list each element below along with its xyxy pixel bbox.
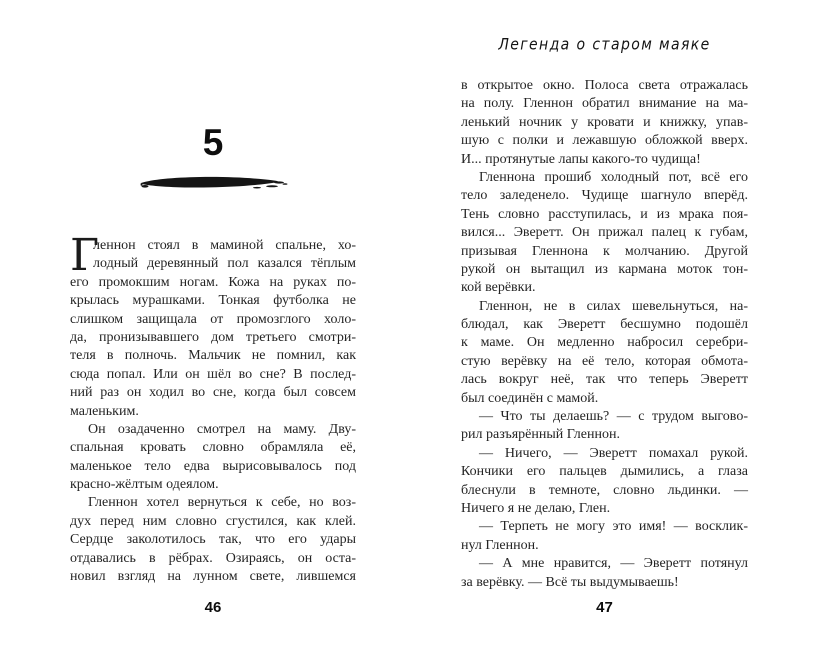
text-line: — А мне нравится, — Эверетт потянул (479, 556, 748, 572)
text-line: блеснули в темноте, словно льдинки. — (461, 482, 748, 498)
text-line: Гленнона прошиб холодный пот, всё его (479, 169, 748, 185)
text-line: Ничего я не делаю, Глен. (461, 500, 611, 516)
text-line: ний раз он ходил во сне, когда был совсем (70, 385, 356, 401)
text-line: вился... Эверетт. Он прижал палец к губам, (461, 225, 748, 241)
text-line: спальная кровать словно обрамляла её, (70, 440, 356, 456)
text-line: нул Гленнон. (461, 537, 539, 553)
text-line: стую верёвку на её тело, которая обмота- (461, 353, 748, 369)
text-line: шую с полки и лежавшую обложкой вверх. (461, 133, 748, 149)
text-line: дух перед ним словно сгустился, как клей. (70, 513, 356, 529)
text-line: на полу. Гленнон обратил внимание на ма- (461, 96, 748, 112)
text-line: лодный деревянный пол казался тёплым (93, 256, 356, 272)
text-line: рукой он вытащил из кармана моток тон- (461, 261, 748, 277)
text-line: Он озадаченно смотрел на маму. Дву- (88, 421, 356, 437)
text-line: блюдал, как Эверетт бесшумно подошёл (461, 317, 748, 333)
left-page-text (70, 230, 356, 586)
text-line: Сердце заколотилось так, что его удары (70, 532, 356, 548)
text-line: новил взгляд на лунном свете, лившемся (70, 569, 356, 585)
text-line: да, пронизывавшего дом третьего смотри- (70, 329, 356, 345)
text-line: его промокшим ногам. Кожа на руках по- (70, 274, 356, 290)
text-line: Гленнон хотел вернуться к себе, но воз- (88, 495, 356, 511)
text-line: — Что ты делаешь? — с трудом выгово- (479, 409, 748, 425)
text-line: теля в полночь. Мальчик не помнил, как (70, 348, 356, 364)
text-line: слишком защищала от промозглого холо- (70, 311, 356, 327)
text-line: маленьким. (70, 403, 139, 419)
text-line: И... протянутые лапы какого-то чудища! (461, 151, 701, 167)
text-line: был соединён с мамой. (461, 390, 599, 406)
text-line: Гленнон, не в силах шевельнуться, на- (479, 298, 748, 314)
text-line: Тень словно расступилась, и из мрака поя- (461, 206, 748, 222)
chapter-number: 5 (202, 122, 224, 163)
brush-stroke-icon (70, 172, 356, 194)
text-line: за верёвку. — Всё ты выдумываешь! (461, 574, 679, 590)
text-line: сюда попал. Или он шёл во сне? В послед- (70, 366, 356, 382)
text-line: маленькое тело едва вырисовывалось под (70, 458, 356, 474)
text-line: лась вокруг неё, так что теперь Эверетт (461, 372, 748, 388)
text-line: — Терпеть не могу это имя! — восклик- (479, 519, 748, 535)
text-line: ленький ночник у кровати и книжку, упав- (461, 114, 748, 130)
text-line: красно-жёлтым одеялом. (70, 477, 219, 493)
drop-cap: Г (70, 230, 100, 281)
text-line: кой верёвки. (461, 280, 536, 296)
text-line: к маме. Он медленно набросил серебри- (461, 335, 748, 351)
text-line: — Ничего, — Эверетт помахал рукой. (479, 445, 748, 461)
right-page-text (461, 77, 748, 592)
text-line: рил разъярённый Гленнон. (461, 427, 620, 443)
page-number-right: 47 (596, 599, 613, 616)
text-line: Кончики его пальцев дымились, а глаза (461, 464, 748, 480)
running-header: Легенда о старом маяке (498, 35, 711, 55)
page-number-left: 46 (204, 599, 222, 616)
text-line: крылась мурашками. Тонкая футболка не (70, 293, 356, 309)
text-line: в открытое окно. Полоса света отражалась (461, 78, 748, 93)
text-line: призывая Гленнона к молчанию. Другой (461, 243, 748, 259)
text-line: тело заледенело. Чудище шагнуло вперёд. (461, 188, 748, 204)
text-line: леннон стоял в маминой спальне, хо- (93, 238, 356, 253)
text-line: отдавались в рёбрах. Озираясь, он оста- (70, 550, 356, 566)
